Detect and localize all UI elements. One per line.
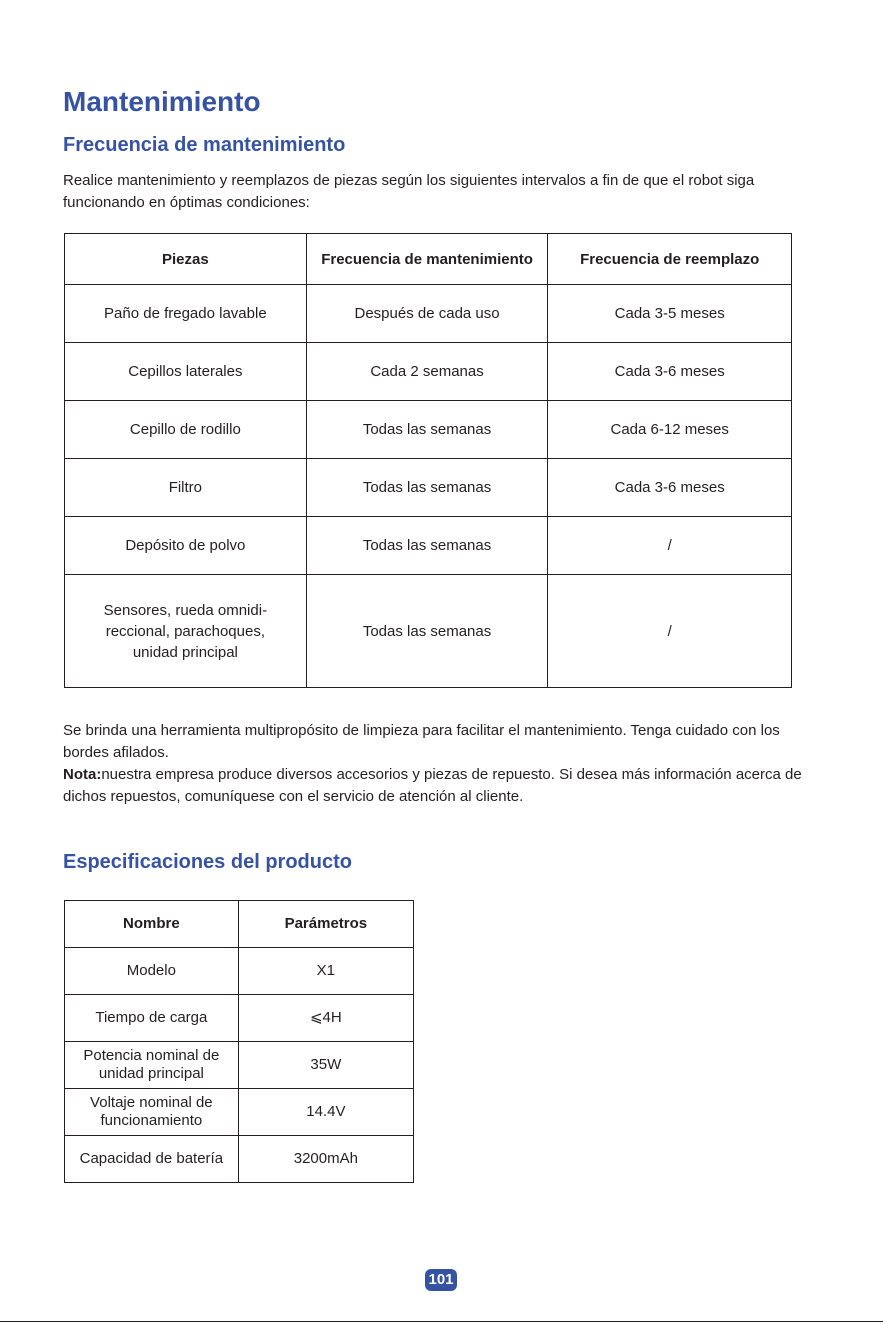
table-header-row (65, 234, 792, 285)
table-cell: Potencia nominal de unidad principal (65, 1042, 239, 1089)
table-row (65, 948, 414, 995)
table-cell: Cepillos laterales (65, 343, 307, 401)
table-row (65, 1089, 414, 1136)
table-row (65, 517, 792, 575)
table-header-row (65, 901, 414, 948)
page-title: Mantenimiento (63, 86, 261, 117)
table-cell: / (548, 517, 792, 575)
note-text: nuestra empresa produce diversos accesorios y piezas de repuesto. Si desea más información acerca de dichos repuestos, comuníquese con el servicio de atención al cliente. (63, 766, 802, 805)
maintenance-table (64, 233, 792, 688)
table-cell: Modelo (65, 948, 239, 995)
table-cell: Cada 6-12 meses (548, 401, 792, 459)
table-cell: 14.4V (238, 1089, 413, 1136)
table-row (65, 401, 792, 459)
table-cell: ⩽4H (238, 995, 413, 1042)
table-row (65, 1042, 414, 1089)
table-row (65, 1136, 414, 1183)
parts-note (63, 764, 803, 808)
table-cell: Paño de fregado lavable (65, 285, 307, 343)
table-cell: Todas las semanas (306, 459, 548, 517)
table-cell: Cada 3-6 meses (548, 459, 792, 517)
table-cell: / (548, 575, 792, 688)
specs-table (64, 900, 414, 1183)
table-cell: Después de cada uso (306, 285, 548, 343)
table-cell: Sensores, rueda omnidi-reccional, parachoques, unidad principal (65, 575, 307, 688)
table-row (65, 575, 792, 688)
maintenance-intro: Realice mantenimiento y reemplazos de piezas según los siguientes intervalos a fin de que el robot siga funcionando en óptimas condiciones: (63, 172, 755, 211)
table-cell: 35W (238, 1042, 413, 1089)
table-cell: Tiempo de carga (65, 995, 239, 1042)
bottom-divider (0, 1321, 883, 1322)
header-cell: Frecuencia de mantenimiento (306, 234, 548, 285)
table-cell: Todas las semanas (306, 575, 548, 688)
maintenance-heading: Frecuencia de mantenimiento (63, 134, 346, 156)
table-cell: Cada 2 semanas (306, 343, 548, 401)
table-cell: X1 (238, 948, 413, 995)
table-cell: Cada 3-5 meses (548, 285, 792, 343)
header-cell: Parámetros (238, 901, 413, 948)
table-row (65, 459, 792, 517)
header-cell: Nombre (65, 901, 239, 948)
table-cell: Depósito de polvo (65, 517, 307, 575)
tool-note: Se brinda una herramienta multipropósito de limpieza para facilitar el mantenimiento. Tenga cuidado con los bordes afilados. (63, 722, 780, 761)
table-cell: Todas las semanas (306, 517, 548, 575)
table-cell: 3200mAh (238, 1136, 413, 1183)
header-cell: Piezas (65, 234, 307, 285)
table-row (65, 285, 792, 343)
table-cell: Filtro (65, 459, 307, 517)
table-cell: Todas las semanas (306, 401, 548, 459)
table-cell: Cepillo de rodillo (65, 401, 307, 459)
header-cell: Frecuencia de reemplazo (548, 234, 792, 285)
page-number-badge: 101 (425, 1269, 457, 1291)
table-row (65, 343, 792, 401)
table-cell: Capacidad de batería (65, 1136, 239, 1183)
table-cell: Voltaje nominal de funcionamiento (65, 1089, 239, 1136)
specs-heading: Especificaciones del producto (63, 851, 352, 873)
note-label: Nota: (63, 766, 102, 783)
table-row (65, 995, 414, 1042)
table-cell: Cada 3-6 meses (548, 343, 792, 401)
